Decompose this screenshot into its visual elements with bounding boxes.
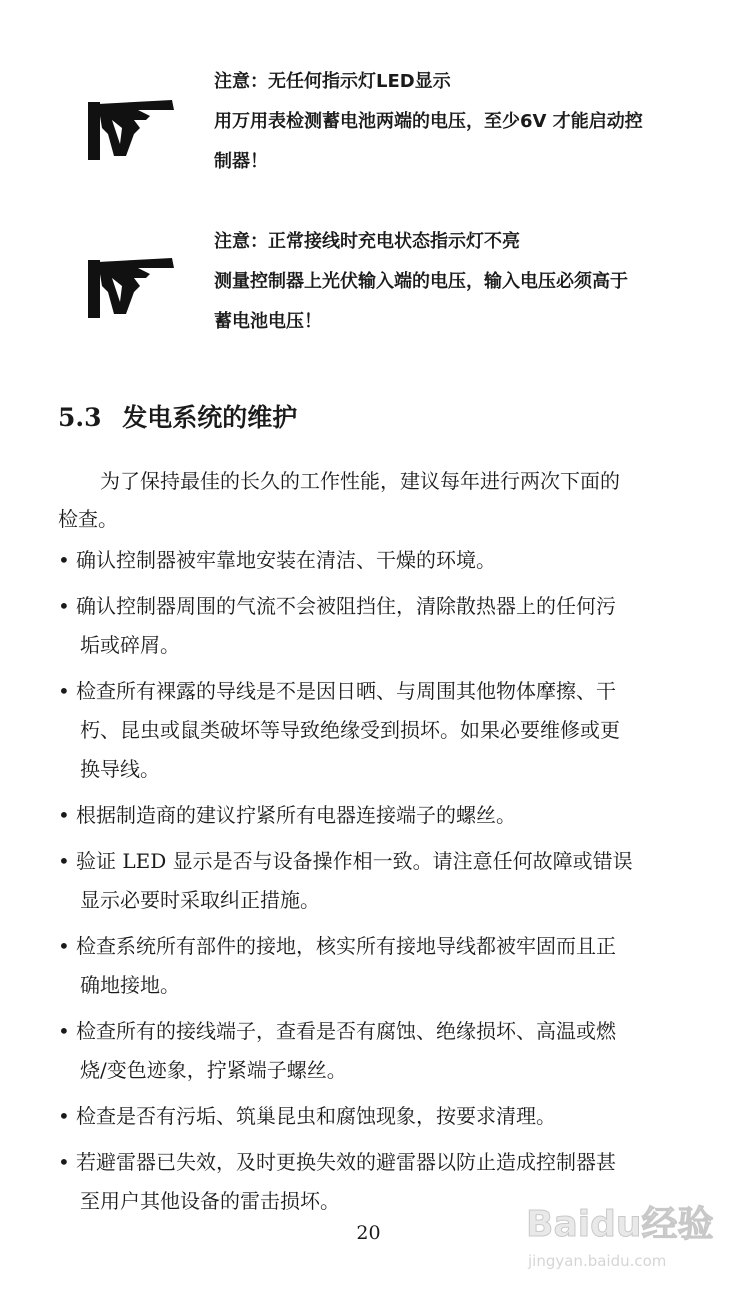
intro-paragraph [58, 462, 686, 538]
list-item-line: 若避雷器已失效，及时更换失效的避雷器以防止造成控制器甚 [76, 1150, 616, 1174]
bullet-marker: • [58, 803, 70, 827]
list-item [58, 587, 688, 665]
bullet-marker: • [58, 679, 70, 703]
list-item [58, 796, 688, 835]
note-title: 注意：无任何指示灯LED显示 [214, 71, 451, 92]
note-title: 注意：正常接线时充电状态指示灯不亮 [214, 231, 520, 252]
note-line: 制器！ [214, 151, 268, 172]
list-item-line: 检查是否有污垢、筑巢昆虫和腐蚀现象，按要求清理。 [76, 1104, 556, 1128]
note-line: 测量控制器上光伏输入端的电压，输入电压必须高于 [214, 271, 628, 292]
note-line: 蓄电池电压！ [214, 311, 322, 332]
list-item-line: 至用户其他设备的雷击损坏。 [80, 1189, 340, 1213]
list-item-line: 垢或碎屑。 [80, 633, 180, 657]
bullet-marker: • [58, 548, 70, 572]
intro-line: 为了保持最佳的长久的工作性能，建议每年进行两次下面的 [100, 469, 620, 493]
section-title: 发电系统的维护 [122, 403, 298, 432]
note-text [214, 222, 694, 342]
list-item-line: 检查所有的接线端子，查看是否有腐蚀、绝缘损坏、高温或燃 [76, 1019, 616, 1043]
list-item-line: 换导线。 [80, 757, 160, 781]
list-item-line: 朽、昆虫或鼠类破坏等导致绝缘受到损坏。如果必要维修或更 [80, 718, 620, 742]
list-item-line: 显示必要时采取纠正措施。 [80, 888, 320, 912]
baidu-watermark [526, 1190, 726, 1300]
pointing-hand-icon [86, 98, 178, 164]
list-item [58, 672, 688, 789]
bullet-marker: • [58, 934, 70, 958]
list-item-line: 确地接地。 [80, 973, 180, 997]
list-item-line: 确认控制器被牢靠地安装在清洁、干燥的环境。 [76, 548, 496, 572]
list-item [58, 1012, 688, 1090]
pointing-hand-icon [86, 256, 178, 322]
list-item [58, 842, 688, 920]
list-item-line: 根据制造商的建议拧紧所有电器连接端子的螺丝。 [76, 803, 516, 827]
list-item [58, 1097, 688, 1136]
page-number: 20 [356, 1222, 381, 1244]
bullet-marker: • [58, 1150, 70, 1174]
note-line: 用万用表检测蓄电池两端的电压，至少6V 才能启动控 [214, 111, 643, 132]
bullet-marker: • [58, 1019, 70, 1043]
bullet-marker: • [58, 1104, 70, 1128]
watermark-url: jingyan.baidu.com [528, 1252, 667, 1270]
maintenance-checklist [58, 541, 688, 1228]
intro-line: 检查。 [58, 507, 118, 531]
bullet-marker: • [58, 849, 70, 873]
note-text [214, 62, 694, 182]
list-item-line: 检查系统所有部件的接地，核实所有接地导线都被牢固而且正 [76, 934, 616, 958]
bullet-marker: • [58, 594, 70, 618]
list-item-line: 验证 LED 显示是否与设备操作相一致。请注意任何故障或错误 [76, 849, 633, 873]
watermark-logo: Baidu经验 [526, 1204, 714, 1245]
list-item-line: 烧/变色迹象，拧紧端子螺丝。 [80, 1058, 347, 1082]
list-item [58, 541, 688, 580]
list-item [58, 927, 688, 1005]
list-item-line: 确认控制器周围的气流不会被阻挡住，清除散热器上的任何污 [76, 594, 616, 618]
list-item-line: 检查所有裸露的导线是不是因日晒、与周围其他物体摩擦、干 [76, 679, 616, 703]
section-heading [58, 398, 297, 434]
section-number: 5.3 [58, 403, 102, 432]
